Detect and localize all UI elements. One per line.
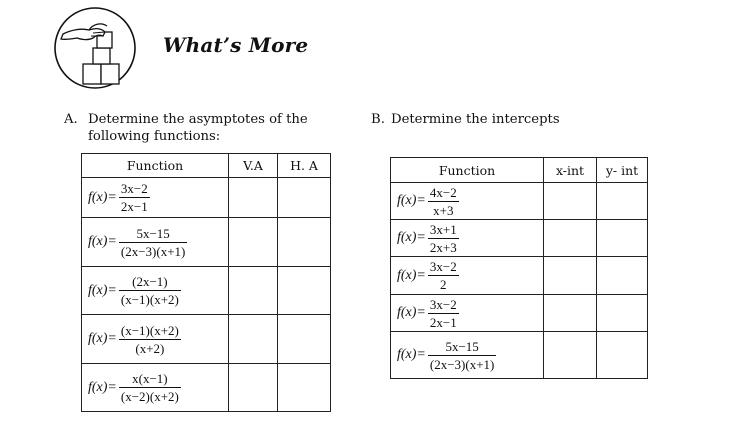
table-row	[391, 183, 648, 220]
table-row	[391, 295, 648, 332]
ha-answer-cell[interactable]	[278, 267, 331, 315]
x-int-answer-cell[interactable]	[544, 295, 597, 332]
numerator: 3x−2	[120, 181, 148, 196]
table-row	[391, 332, 648, 379]
function-cell	[82, 274, 228, 307]
numerator: (x−1)(x+2)	[120, 322, 179, 338]
numerator: x(x−1)	[132, 371, 168, 386]
function-lhs: f(x)=	[88, 331, 117, 346]
denominator: x+3	[433, 202, 454, 218]
col-header-x-int: x-int	[544, 158, 597, 183]
table-row	[82, 364, 331, 412]
x-int-answer-cell[interactable]	[544, 220, 597, 257]
col-header-ha: H. A	[278, 154, 331, 178]
instruction-b-letter: B.	[371, 112, 385, 127]
instruction-a-letter: A.	[64, 112, 78, 127]
y-int-answer-cell[interactable]	[597, 257, 648, 295]
denominator: (2x−3)(x+1)	[429, 356, 495, 372]
page-title: What’s More	[163, 33, 309, 57]
x-int-answer-cell[interactable]	[544, 332, 597, 379]
table-row	[391, 257, 648, 295]
table-row	[391, 220, 648, 257]
instruction-b-text: Determine the intercepts	[391, 112, 560, 127]
ha-answer-cell[interactable]	[278, 315, 331, 364]
col-header-function: Function	[391, 158, 544, 183]
ha-answer-cell[interactable]	[278, 364, 331, 412]
y-int-answer-cell[interactable]	[597, 295, 648, 332]
numerator: 5x−15	[136, 225, 170, 241]
ha-answer-cell[interactable]	[278, 178, 331, 218]
denominator: 2x−1	[429, 314, 457, 330]
function-cell	[391, 339, 543, 372]
numerator: 3x+1	[429, 221, 457, 237]
numerator: (2x−1)	[132, 274, 168, 289]
denominator: 2x+3	[429, 239, 457, 255]
col-header-function: Function	[82, 154, 229, 178]
ha-answer-cell[interactable]	[278, 218, 331, 267]
table-row	[82, 178, 331, 218]
denominator: 2x−1	[120, 199, 148, 214]
table-row	[82, 218, 331, 267]
function-lhs: f(x)=	[397, 267, 426, 283]
numerator: 4x−2	[429, 184, 457, 200]
denominator: (2x−3)(x+1)	[120, 243, 186, 259]
function-lhs: f(x)=	[397, 193, 426, 208]
instruction-b	[371, 111, 560, 128]
y-int-answer-cell[interactable]	[597, 332, 648, 379]
y-int-answer-cell[interactable]	[597, 183, 648, 220]
x-int-answer-cell[interactable]	[544, 183, 597, 220]
function-lhs: f(x)=	[88, 282, 117, 298]
table-row	[82, 315, 331, 364]
col-header-y-int: y- int	[597, 158, 648, 183]
numerator: 5x−15	[445, 338, 479, 354]
va-answer-cell[interactable]	[229, 315, 278, 364]
numerator: 3x−2	[429, 296, 457, 312]
asymptotes-table	[81, 153, 331, 412]
function-lhs: f(x)=	[88, 379, 117, 395]
function-lhs: f(x)=	[397, 347, 426, 362]
va-answer-cell[interactable]	[229, 178, 278, 218]
function-lhs: f(x)=	[397, 230, 426, 245]
table-row	[82, 267, 331, 315]
denominator: 2	[440, 277, 447, 292]
denominator: (x−2)(x+2)	[120, 389, 179, 404]
instruction-a	[64, 111, 344, 145]
function-cell	[391, 185, 543, 218]
function-lhs: f(x)=	[88, 234, 117, 249]
function-cell	[82, 371, 228, 404]
numerator: 3x−2	[429, 259, 457, 274]
denominator: (x+2)	[135, 340, 165, 356]
function-cell	[82, 181, 228, 214]
function-cell	[82, 226, 228, 259]
function-cell	[391, 259, 543, 292]
function-cell	[391, 297, 543, 330]
function-lhs: f(x)=	[397, 305, 426, 320]
col-header-va: V.A	[229, 154, 278, 178]
va-answer-cell[interactable]	[229, 267, 278, 315]
function-lhs: f(x)=	[88, 189, 117, 205]
y-int-answer-cell[interactable]	[597, 220, 648, 257]
function-cell	[82, 323, 228, 356]
va-answer-cell[interactable]	[229, 218, 278, 267]
x-int-answer-cell[interactable]	[544, 257, 597, 295]
intercepts-table	[390, 157, 648, 379]
denominator: (x−1)(x+2)	[120, 292, 179, 307]
instruction-a-line1: Determine the asymptotes of the	[88, 112, 308, 127]
instruction-a-line2: following functions:	[88, 129, 221, 144]
va-answer-cell[interactable]	[229, 364, 278, 412]
hand-stacking-blocks-icon	[53, 6, 137, 90]
function-cell	[391, 222, 543, 255]
